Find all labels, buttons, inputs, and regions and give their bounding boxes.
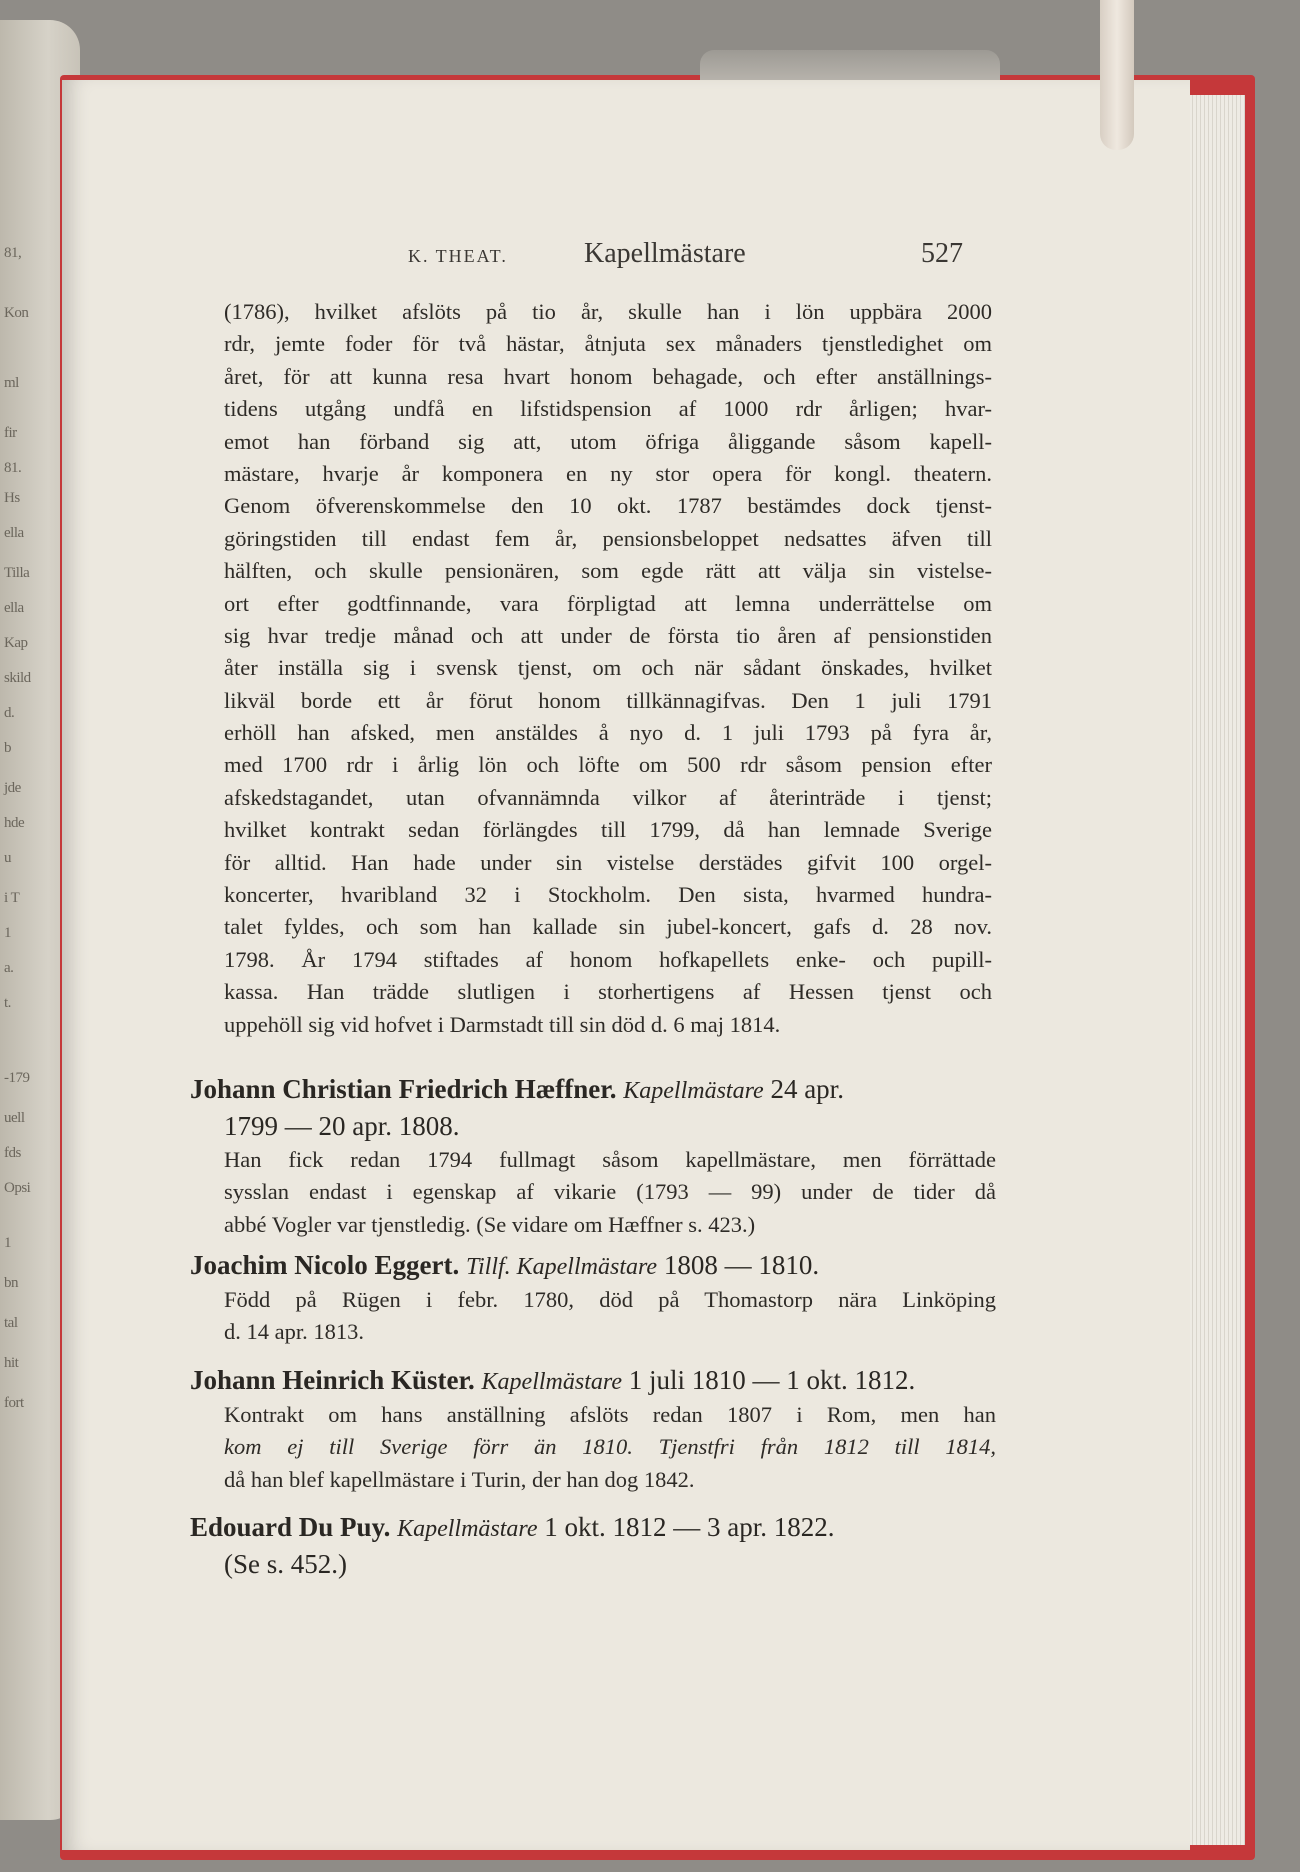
margin-fragment: hde xyxy=(4,815,25,831)
entry-reference: (Se s. 452.) xyxy=(224,1549,347,1579)
entry-heading xyxy=(190,1070,996,1108)
margin-fragment: fir xyxy=(4,425,17,441)
entry-dates-continued: 1799 — 20 apr. 1808. xyxy=(224,1111,460,1141)
text-line: för alltid. Han hade under sin vistelse derstädes gifvit 100 orgel- xyxy=(224,849,992,875)
margin-fragment: hit xyxy=(4,1355,19,1371)
entry-name: Johann Heinrich Küster. xyxy=(190,1365,475,1395)
margin-fragment: skild xyxy=(4,670,31,686)
text-line: Född på Rügen i febr. 1780, död på Thomastorp nära Linköping xyxy=(224,1287,996,1312)
margin-fragment: 1 xyxy=(4,925,11,941)
page-edges xyxy=(1185,95,1245,1845)
margin-fragment: a. xyxy=(4,960,14,976)
text-line: året, för att kunna resa hvart honom behagade, och efter anställnings- xyxy=(224,363,992,389)
text-line: afskedstagandet, utan ofvannämnda vilkor af återinträde i tjenst; xyxy=(224,784,992,810)
margin-fragment: u xyxy=(4,850,11,866)
scan-clip xyxy=(700,50,1000,82)
text-line: Han fick redan 1794 fullmagt såsom kapellmästare, men förrättade xyxy=(224,1147,996,1172)
entry-role: Kapellmästare xyxy=(397,1516,538,1542)
entry-dates: 1 okt. 1812 — 3 apr. 1822. xyxy=(544,1512,835,1542)
text-line: abbé Vogler var tjenstledig. (Se vidare om Hæffner s. 423.) xyxy=(224,1211,756,1237)
margin-fragment: ella xyxy=(4,600,24,616)
text-line: mästare, hvarje år komponera en ny stor opera för kongl. theatern. xyxy=(224,460,992,486)
margin-fragment: Opsi xyxy=(4,1180,31,1196)
text-line: göringstiden till endast fem år, pensionsbeloppet nedsattes äfven till xyxy=(224,525,992,551)
margin-fragment: ella xyxy=(4,525,24,541)
entry-name: Johann Christian Friedrich Hæffner. xyxy=(190,1074,617,1104)
margin-fragment: Kap xyxy=(4,635,28,651)
text-line: sig hvar tredje månad och att under de första tio åren af pensionstiden xyxy=(224,622,992,648)
entry-dates: 24 apr. xyxy=(770,1074,844,1104)
text-line: 1798. År 1794 stiftades af honom hofkapellets enke- och pupill- xyxy=(224,946,992,972)
margin-fragment: tal xyxy=(4,1315,18,1331)
entry-haeffner xyxy=(190,1070,996,1241)
entry-heading xyxy=(190,1361,996,1399)
text-line: emot han förband sig att, utom öfriga åliggande såsom kapell- xyxy=(224,428,992,454)
margin-fragment: jde xyxy=(4,780,21,796)
text-line: kom ej till Sverige förr än 1810. Tjenstfri från 1812 till 1814, xyxy=(224,1434,996,1460)
text-line: kassa. Han trädde slutligen i storhertigens af Hessen tjenst och xyxy=(224,979,992,1005)
text-line: d. 14 apr. 1813. xyxy=(224,1319,364,1345)
margin-fragment: Kon xyxy=(4,305,29,321)
text-line: rdr, jemte foder för två hästar, åtnjuta sex månaders tjenstledighet om xyxy=(224,331,992,357)
text-line: talet fyldes, och som han kallade sin jubel-koncert, gafs d. 28 nov. xyxy=(224,914,992,940)
text-line: åter inställa sig i svensk tjenst, om och när sådant önskades, hvilket xyxy=(224,655,992,681)
entry-heading xyxy=(190,1246,996,1284)
entry-dates: 1 juli 1810 — 1 okt. 1812. xyxy=(628,1365,916,1395)
text-line: med 1700 rdr i årlig lön och löfte om 500 rdr såsom pension efter xyxy=(224,752,992,778)
text-line: (1786), hvilket afslöts på tio år, skulle han i lön uppbära 2000 xyxy=(224,299,992,324)
text-line: uppehöll sig vid hofvet i Darmstadt till sin död d. 6 maj 1814. xyxy=(224,1011,781,1037)
entry-description xyxy=(224,1399,996,1496)
header-title: Kapellmästare xyxy=(584,238,746,269)
margin-fragment: fds xyxy=(4,1145,21,1161)
entry-description xyxy=(224,1144,996,1241)
text-line: hvilket kontrakt sedan förlängdes till 1799, då han lemnade Sverige xyxy=(224,817,992,843)
margin-fragment: ml xyxy=(4,375,19,391)
margin-fragment: i T xyxy=(4,890,20,906)
entry-role: Kapellmästare xyxy=(623,1078,764,1104)
margin-fragment: Hs xyxy=(4,490,20,506)
text-line: Kontrakt om hans anställning afslöts redan 1807 i Rom, men han xyxy=(224,1402,996,1427)
text-line: Genom öfverenskommelse den 10 okt. 1787 bestämdes dock tjenst- xyxy=(224,493,992,519)
entry-dates: 1808 — 1810. xyxy=(663,1250,820,1280)
text-line: hälften, och skulle pensionären, som egde rätt att välja sin vistelse- xyxy=(224,558,992,584)
running-header xyxy=(408,238,963,278)
entry-eggert xyxy=(190,1246,996,1349)
text-line: ort efter godtfinnande, vara förpligtad att lemna underrättelse om xyxy=(224,590,992,616)
text-line: likväl borde ett år förut honom tillkännagifvas. Den 1 juli 1791 xyxy=(224,687,992,713)
text-line: tidens utgång undfå en lifstidspension af 1000 rdr årligen; hvar- xyxy=(224,396,992,422)
margin-fragment: 81, xyxy=(4,245,22,261)
margin-fragment: uell xyxy=(4,1110,25,1126)
text-line: då han blef kapellmästare i Turin, der han dog 1842. xyxy=(224,1466,695,1492)
margin-fragment: 81. xyxy=(4,460,22,476)
entry-role: Kapellmästare xyxy=(481,1369,622,1395)
entry-name: Edouard Du Puy. xyxy=(190,1512,391,1542)
text-line: koncerter, hvaribland 32 i Stockholm. Den sista, hvarmed hundra- xyxy=(224,882,992,908)
continued-paragraph xyxy=(224,296,992,1041)
entry-kuster xyxy=(190,1361,996,1496)
bookmark-ribbon xyxy=(1100,0,1134,150)
margin-fragment: -179 xyxy=(4,1070,30,1086)
text-line: erhöll han afsked, men anstäldes å nyo d. 1 juli 1793 på fyra år, xyxy=(224,720,992,746)
entry-description xyxy=(224,1284,996,1349)
entry-role: Tillf. Kapellmästare xyxy=(465,1254,658,1280)
text-line: sysslan endast i egenskap af vikarie (1793 — 99) under de tider då xyxy=(224,1179,996,1205)
margin-fragment: fort xyxy=(4,1395,24,1411)
margin-fragment: t. xyxy=(4,995,11,1011)
margin-fragment: 1 xyxy=(4,1235,11,1251)
margin-fragment: b xyxy=(4,740,11,756)
page-number: 527 xyxy=(921,238,963,269)
margin-fragment: Tilla xyxy=(4,565,30,581)
entry-du-puy xyxy=(190,1508,996,1582)
entry-heading xyxy=(190,1508,996,1546)
entry-name: Joachim Nicolo Eggert. xyxy=(190,1250,460,1280)
margin-fragment: bn xyxy=(4,1275,18,1291)
margin-fragment: d. xyxy=(4,705,15,721)
header-section: K. THEAT. xyxy=(408,246,508,266)
